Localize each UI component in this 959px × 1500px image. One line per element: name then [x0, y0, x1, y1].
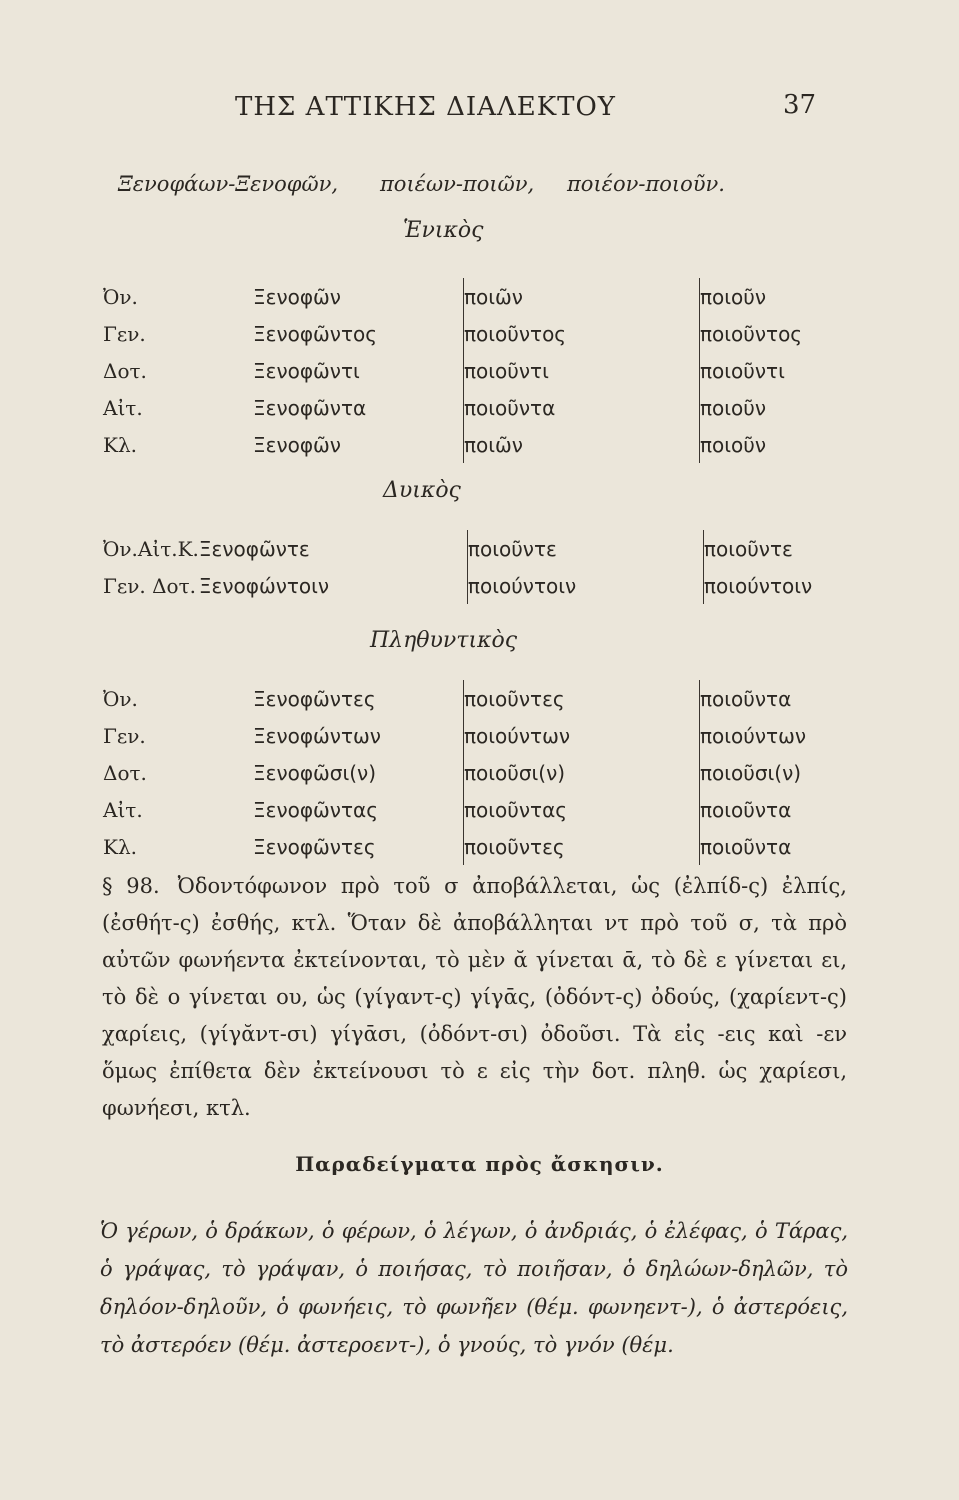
- table-row: [103, 389, 802, 426]
- table-row: [103, 754, 806, 791]
- form-cell: ποιῶν: [464, 426, 700, 463]
- form-cell: ποιοῦντες: [464, 828, 700, 865]
- form-cell: ποιοῦντε: [703, 536, 793, 561]
- case-label: Ὀν.: [103, 284, 138, 309]
- case-label: Κλ.: [103, 432, 137, 457]
- paradigm-heading: Ξενοφάων-Ξενοφῶν,: [118, 172, 339, 196]
- form-cell: ποιούντοιν: [467, 567, 703, 604]
- paradigm-heading: ποιέον-ποιοῦν.: [567, 172, 725, 196]
- form-cell: ποιοῦντος: [700, 321, 803, 346]
- form-cell: Ξενοφώντων: [253, 717, 464, 754]
- running-head: [0, 92, 959, 132]
- paragraph-98: [102, 868, 847, 1127]
- form-cell: Ξενοφῶν: [253, 278, 464, 315]
- form-cell: ποιοῦντι: [464, 352, 700, 389]
- form-cell: ποιοῦντος: [464, 315, 700, 352]
- table-row: [103, 315, 802, 352]
- form-cell: Ξενοφώντοιν: [199, 567, 468, 604]
- form-cell: Ξενοφῶντα: [253, 389, 464, 426]
- form-cell: Ξενοφῶντος: [253, 315, 464, 352]
- form-cell: ποιοῦντα: [464, 389, 700, 426]
- plural-table: [103, 680, 806, 865]
- form-cell: ποιοῦντε: [467, 530, 703, 567]
- case-label: Κλ.: [103, 834, 137, 859]
- form-cell: ποιοῦσι(ν): [700, 760, 802, 785]
- form-cell: Ξενοφῶντι: [253, 352, 464, 389]
- case-label: Δοτ.: [103, 358, 147, 383]
- form-cell: ποιοῦντας: [464, 791, 700, 828]
- paradigm-heading: ποιέων-ποιῶν,: [380, 172, 535, 196]
- form-cell: ποιοῦντα: [700, 686, 792, 711]
- table-row: [103, 278, 802, 315]
- table-row: [103, 567, 812, 604]
- table-row: [103, 828, 806, 865]
- form-cell: Ξενοφῶντες: [253, 680, 464, 717]
- form-cell: ποιούντων: [464, 717, 700, 754]
- form-cell: Ξενοφῶντες: [253, 828, 464, 865]
- form-cell: ποιοῦντες: [464, 680, 700, 717]
- plural-title: Πληθυντικὸς: [370, 628, 518, 653]
- form-cell: Ξενοφῶν: [253, 426, 464, 463]
- table-row: [103, 680, 806, 717]
- page-number: 37: [783, 90, 817, 120]
- case-label: Δοτ.: [103, 760, 147, 785]
- singular-table: [103, 278, 802, 463]
- form-cell: ποιούντοιν: [703, 573, 813, 598]
- form-cell: ποιοῦσι(ν): [464, 754, 700, 791]
- case-label: Γεν.: [103, 723, 146, 748]
- case-label: Ὀν.Αἰτ.Κ.: [103, 536, 199, 561]
- form-cell: ποιοῦν: [700, 284, 767, 309]
- case-label: Ὀν.: [103, 686, 138, 711]
- case-label: Αἰτ.: [103, 395, 143, 420]
- form-cell: ποιοῦντι: [700, 358, 785, 383]
- paragraph-text: Ὀδοντόφωνον πρὸ τοῦ σ ἀποβάλλεται, ὡς (ἐλπίδ-ς) ἐλπίς, (ἐσθήτ-ς) ἐσθής, κτλ. Ὅταν δὲ ἀποβάλληται ντ πρὸ τοῦ σ, τὰ πρὸ αὐτῶν φωνήεντα ἐκτείνονται, τὸ μὲν ᾰ γίνεται ᾱ, τὸ δὲ ε γίνεται ει, τὸ δὲ ο γίνεται ου, ὡς (γίγαντ-ς) γίγᾱς, (ὀδόντ-ς) ὀδούς, (χαρίεντ-ς) χαρίεις, (γίγᾰντ-σι) γίγᾱσι, (ὀδόντ-σι) ὀδοῦσι. Τὰ εἰς -εις καὶ -εν ὅμως ἐπίθετα δὲν ἐκτείνουσι τὸ ε εἰς τὴν δοτ. πληθ. ὡς χαρίεσι, φωνήεσι, κτλ.: [102, 874, 847, 1120]
- form-cell: Ξενοφῶσι(ν): [253, 754, 464, 791]
- table-row: [103, 530, 812, 567]
- form-cell: ποιούντων: [700, 723, 806, 748]
- table-row: [103, 717, 806, 754]
- exercises-text: Ὁ γέρων, ὁ δράκων, ὁ φέρων, ὁ λέγων, ὁ ἀνδριάς, ὁ ἐλέφας, ὁ Τάρας, ὁ γράψας, τὸ γράψαν, ὁ ποιήσας, τὸ ποιῆσαν, ὁ δηλώων-δηλῶν, τὸ δηλόον-δηλοῦν, ὁ φωνήεις, τὸ φωνῆεν (θέμ. φωνηεντ-), ὁ ἀστερόεις, τὸ ἀστερόεν (θέμ. ἀστεροεντ-), ὁ γνούς, τὸ γνόν (θέμ.: [100, 1219, 848, 1357]
- form-cell: ποιοῦν: [700, 432, 767, 457]
- table-row: [103, 791, 806, 828]
- table-row: [103, 426, 802, 463]
- singular-title: Ἑνικὸς: [403, 218, 484, 243]
- table-row: [103, 352, 802, 389]
- form-cell: Ξενοφῶντας: [253, 791, 464, 828]
- form-cell: ποιῶν: [464, 278, 700, 315]
- form-cell: ποιοῦντα: [700, 834, 792, 859]
- form-cell: ποιοῦν: [700, 395, 767, 420]
- case-label: Γεν.: [103, 321, 146, 346]
- form-cell: ποιοῦντα: [700, 797, 792, 822]
- form-cell: Ξενοφῶντε: [199, 530, 468, 567]
- paragraph-number: § 98.: [102, 874, 160, 898]
- dual-title: Δυικὸς: [383, 478, 461, 503]
- exercises-title: Παραδείγματα πρὸς ἄσκησιν.: [295, 1152, 664, 1176]
- dual-table: [103, 530, 812, 604]
- case-label: Αἰτ.: [103, 797, 143, 822]
- running-head-title: ΤΗΣ ΑΤΤΙΚΗΣ ΔΙΑΛΕΚΤΟΥ: [235, 92, 616, 122]
- case-label: Γεν. Δοτ.: [103, 573, 197, 598]
